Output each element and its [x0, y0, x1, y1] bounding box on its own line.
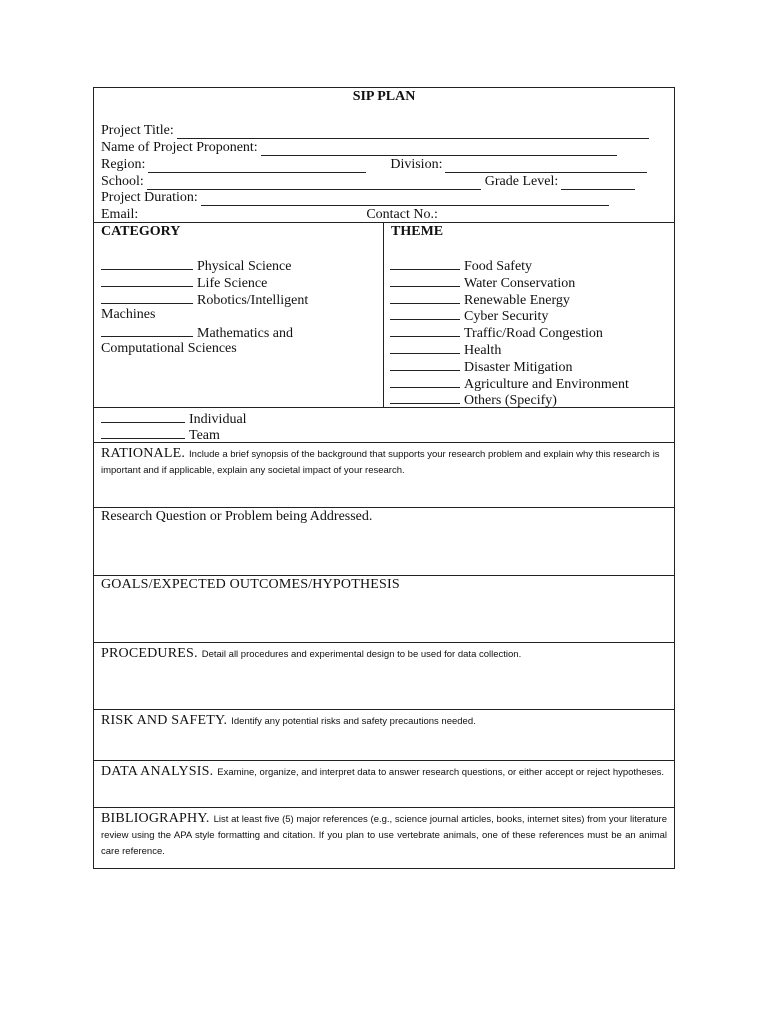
procedures-note: Detail all procedures and experimental design to be used for data collection.	[201, 649, 522, 660]
category-life-science-checkbox[interactable]	[101, 273, 193, 287]
data-analysis-text	[101, 764, 667, 780]
theme-others	[390, 390, 557, 409]
category-mathematics-cont	[101, 340, 237, 357]
school-field[interactable]	[147, 176, 481, 190]
research-question-text	[101, 509, 667, 524]
data-analysis-heading: DATA ANALYSIS.	[101, 764, 214, 779]
rationale-text	[101, 446, 667, 478]
procedures-heading: PROCEDURES.	[101, 646, 198, 661]
theme-item-label: Disaster Mitigation	[464, 360, 573, 375]
duration-field[interactable]	[201, 192, 609, 206]
participation-label: Team	[189, 428, 220, 443]
procedures-section[interactable]	[94, 643, 674, 710]
theme-agriculture-checkbox[interactable]	[390, 374, 460, 388]
rationale-note: Include a brief synopsis of the background that supports your research problem and explain why this research is important and if applicable, explain any societal impact of your research.	[101, 449, 660, 476]
division-label: Division:	[390, 157, 443, 172]
theme-item-label: Health	[464, 343, 502, 358]
email-field[interactable]	[141, 209, 354, 223]
category-mathematics-checkbox[interactable]	[101, 323, 193, 337]
duration-label: Project Duration:	[101, 190, 198, 205]
category-theme-section	[94, 223, 674, 408]
bibliography-section[interactable]	[94, 808, 674, 870]
proponent-row	[101, 139, 667, 156]
team-checkbox[interactable]	[101, 425, 185, 439]
sip-plan-form	[93, 87, 675, 869]
theme-item-label: Others (Specify)	[464, 393, 557, 408]
participation-section	[94, 408, 674, 443]
grade-level-field[interactable]	[561, 176, 635, 190]
project-title-field[interactable]	[177, 125, 649, 139]
bibliography-note: List at least five (5) major references (e.g., science journal articles, books, internet sites) from your literature review using the APA style formatting and citation. If you plan to use vertebrate animals, one of these references must be an animal care reference.	[101, 814, 667, 857]
goals-text	[101, 577, 667, 592]
participation-team	[101, 425, 220, 444]
goals-heading: GOALS/EXPECTED OUTCOMES/HYPOTHESIS	[101, 577, 400, 592]
procedures-text	[101, 646, 667, 662]
category-item-label: Life Science	[197, 276, 268, 291]
risk-section[interactable]	[94, 710, 674, 761]
risk-heading: RISK AND SAFETY.	[101, 713, 228, 728]
theme-renewable-energy-checkbox[interactable]	[390, 290, 460, 304]
header-section	[94, 88, 674, 223]
risk-note: Identify any potential risks and safety precautions needed.	[231, 716, 476, 727]
theme-item-label: Cyber Security	[464, 309, 549, 324]
theme-disaster-checkbox[interactable]	[390, 357, 460, 371]
rationale-heading: RATIONALE.	[101, 446, 186, 461]
individual-checkbox[interactable]	[101, 409, 185, 423]
region-division-row	[101, 156, 667, 173]
school-grade-row	[101, 173, 667, 190]
division-field[interactable]	[445, 159, 647, 173]
email-contact-row	[101, 206, 667, 223]
theme-traffic-checkbox[interactable]	[390, 323, 460, 337]
category-robotics-checkbox[interactable]	[101, 290, 193, 304]
theme-others-checkbox[interactable]	[390, 390, 460, 404]
category-heading: CATEGORY	[101, 224, 181, 239]
theme-cyber-security-checkbox[interactable]	[390, 306, 460, 320]
duration-row	[101, 189, 667, 206]
email-label: Email:	[101, 207, 139, 222]
category-item-label: Machines	[101, 307, 156, 322]
contact-label: Contact No.:	[366, 207, 438, 222]
theme-item-label: Renewable Energy	[464, 293, 570, 308]
form-title: SIP PLAN	[352, 89, 416, 104]
bibliography-heading: BIBLIOGRAPHY.	[101, 811, 210, 826]
category-item-label: Physical Science	[197, 259, 292, 274]
theme-column	[384, 223, 674, 407]
proponent-field[interactable]	[261, 142, 617, 156]
proponent-label: Name of Project Proponent:	[101, 140, 258, 155]
region-field[interactable]	[148, 159, 366, 173]
data-analysis-section[interactable]	[94, 761, 674, 808]
region-label: Region:	[101, 157, 146, 172]
category-column	[94, 223, 384, 407]
project-title-label: Project Title:	[101, 123, 174, 138]
research-question-heading: Research Question or Problem being Addressed.	[101, 509, 373, 524]
category-item-label: Robotics/Intelligent	[197, 293, 309, 308]
theme-item-label: Agriculture and Environment	[464, 377, 629, 392]
theme-food-safety-checkbox[interactable]	[390, 256, 460, 270]
school-label: School:	[101, 174, 144, 189]
theme-item-label: Water Conservation	[464, 276, 576, 291]
participation-label: Individual	[189, 412, 247, 427]
category-item-label: Mathematics and	[197, 326, 294, 341]
project-title-row	[101, 122, 667, 139]
category-item-label: Computational Sciences	[101, 341, 237, 356]
data-analysis-note: Examine, organize, and interpret data to answer research questions, or either accept or reject hypotheses.	[217, 767, 665, 778]
rationale-section[interactable]	[94, 443, 674, 508]
contact-field[interactable]	[441, 209, 633, 223]
grade-level-label: Grade Level:	[484, 174, 559, 189]
category-physical-science-checkbox[interactable]	[101, 256, 193, 270]
risk-text	[101, 713, 667, 729]
theme-health-checkbox[interactable]	[390, 340, 460, 354]
bibliography-text	[101, 811, 667, 859]
category-robotics-cont	[101, 306, 155, 323]
theme-heading: THEME	[391, 224, 444, 239]
theme-item-label: Traffic/Road Congestion	[464, 326, 603, 341]
theme-water-conservation-checkbox[interactable]	[390, 273, 460, 287]
goals-section[interactable]	[94, 576, 674, 643]
research-question-section[interactable]	[94, 508, 674, 576]
theme-item-label: Food Safety	[464, 259, 533, 274]
